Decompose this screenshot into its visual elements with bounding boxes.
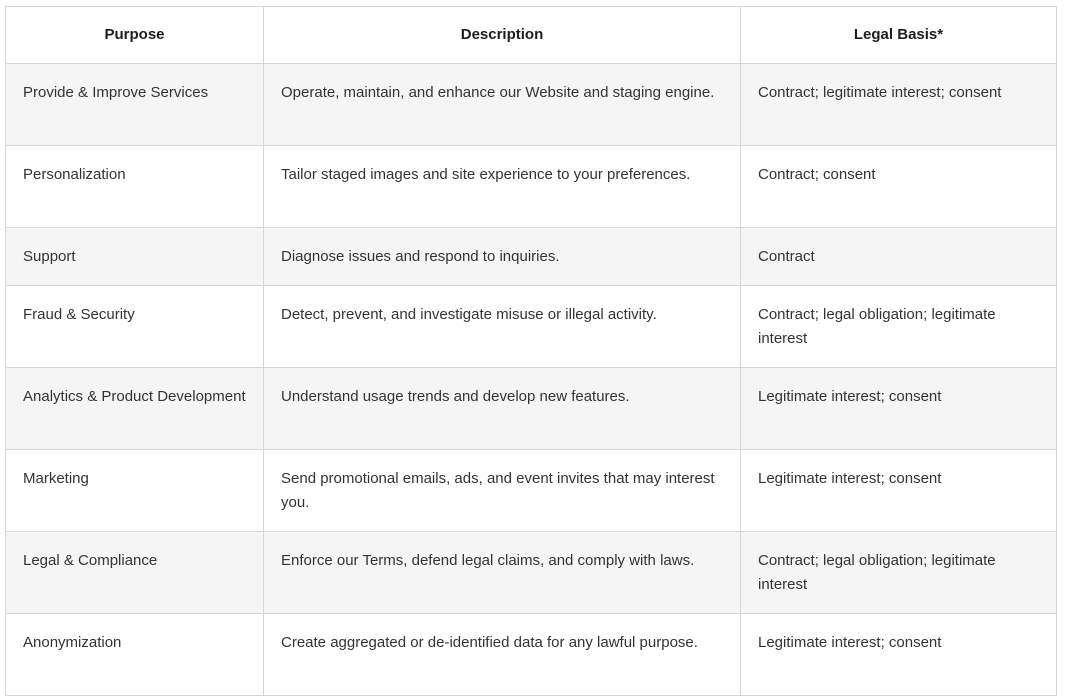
cell-purpose: Personalization bbox=[6, 146, 264, 228]
table-row bbox=[6, 532, 1057, 614]
cell-description: Create aggregated or de-identified data for any lawful purpose. bbox=[264, 614, 741, 696]
table-row bbox=[6, 146, 1057, 228]
header-cell-description: Description bbox=[264, 7, 741, 64]
cell-purpose: Legal & Compliance bbox=[6, 532, 264, 614]
cell-legal-basis: Contract; consent bbox=[741, 146, 1057, 228]
table-row bbox=[6, 286, 1057, 368]
cell-purpose: Fraud & Security bbox=[6, 286, 264, 368]
cell-purpose: Support bbox=[6, 228, 264, 286]
cell-purpose: Marketing bbox=[6, 450, 264, 532]
cell-description: Tailor staged images and site experience to your preferences. bbox=[264, 146, 741, 228]
cell-description: Enforce our Terms, defend legal claims, and comply with laws. bbox=[264, 532, 741, 614]
cell-legal-basis: Contract bbox=[741, 228, 1057, 286]
cell-purpose: Anonymization bbox=[6, 614, 264, 696]
table-row bbox=[6, 450, 1057, 532]
table-header-row bbox=[6, 7, 1057, 64]
cell-legal-basis: Contract; legal obligation; legitimate interest bbox=[741, 286, 1057, 368]
header-cell-purpose: Purpose bbox=[6, 7, 264, 64]
cell-description: Detect, prevent, and investigate misuse or illegal activity. bbox=[264, 286, 741, 368]
cell-description: Send promotional emails, ads, and event invites that may interest you. bbox=[264, 450, 741, 532]
cell-legal-basis: Contract; legitimate interest; consent bbox=[741, 64, 1057, 146]
cell-legal-basis: Legitimate interest; consent bbox=[741, 450, 1057, 532]
cell-purpose: Analytics & Product Development bbox=[6, 368, 264, 450]
cell-legal-basis: Legitimate interest; consent bbox=[741, 614, 1057, 696]
cell-legal-basis: Contract; legal obligation; legitimate interest bbox=[741, 532, 1057, 614]
cell-description: Operate, maintain, and enhance our Website and staging engine. bbox=[264, 64, 741, 146]
table-row bbox=[6, 368, 1057, 450]
header-cell-legal-basis: Legal Basis* bbox=[741, 7, 1057, 64]
table-row bbox=[6, 614, 1057, 696]
table-row bbox=[6, 64, 1057, 146]
cell-description: Understand usage trends and develop new features. bbox=[264, 368, 741, 450]
data-processing-purposes-table bbox=[5, 6, 1057, 696]
cell-legal-basis: Legitimate interest; consent bbox=[741, 368, 1057, 450]
table-row bbox=[6, 228, 1057, 286]
cell-purpose: Provide & Improve Services bbox=[6, 64, 264, 146]
cell-description: Diagnose issues and respond to inquiries. bbox=[264, 228, 741, 286]
